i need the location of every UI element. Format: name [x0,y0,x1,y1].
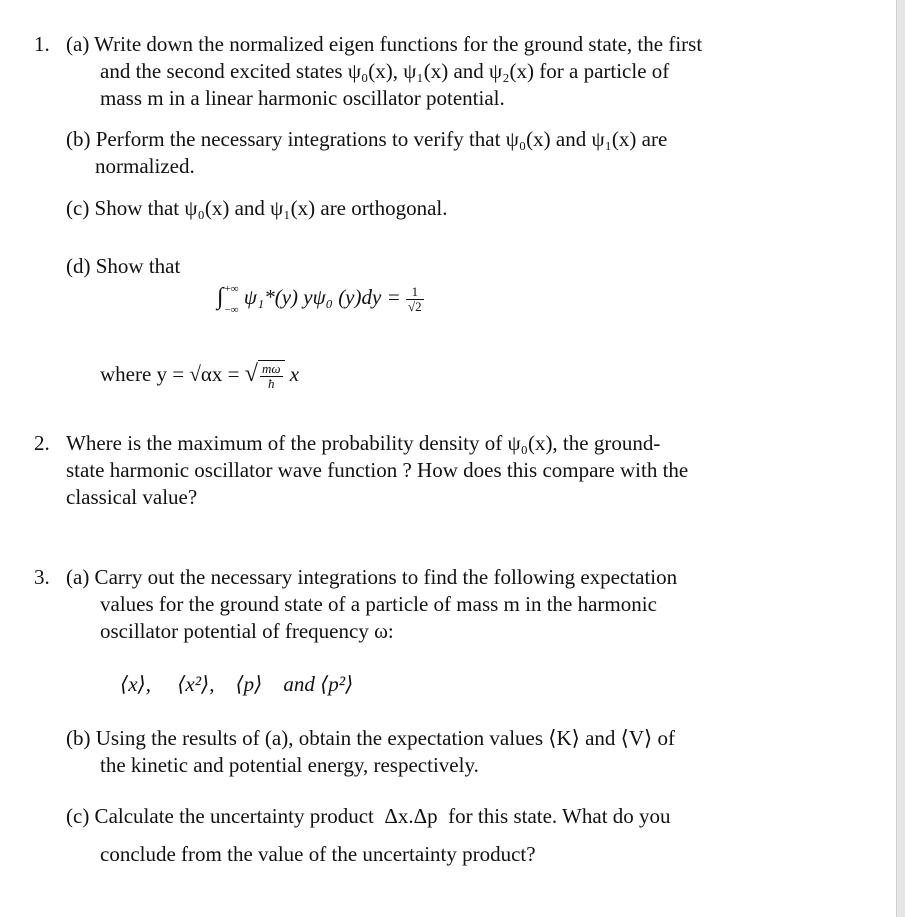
q2-line-2: state harmonic oscillator wave function ? How does this compare with the [66,458,689,482]
integrand: ψ₁*(y) yψ₀ (y)dy = [243,285,401,309]
q3-expectations: ⟨x⟩, ⟨x²⟩, ⟨p⟩ and ⟨p²⟩ [120,672,354,696]
q3-c-line-2: conclude from the value of the uncertainty product? [100,842,536,866]
where-prefix: where y = √αx = [100,362,240,386]
q3-b-line-2: the kinetic and potential energy, respectively. [100,753,479,777]
q1-d-line: (d) Show that [66,254,181,278]
q1-a-line-2: and the second excited states ψ₀(x), ψ₁(x) and ψ₂(x) for a particle of [100,59,670,83]
page-edge-scrollbar [896,0,905,917]
where-suffix: x [289,362,300,386]
q1-d-formula [217,284,424,316]
q1-b-line-2: normalized. [95,154,195,178]
q3-c-line-1: (c) Calculate the uncertainty product Δx.Δp for this state. What do you [66,804,671,828]
q1-where-line [100,360,299,391]
integral-lower-limit: −∞ [224,304,239,316]
integral-sign: ∫ [217,284,224,310]
q1-b-line-1: (b) Perform the necessary integrations to verify that ψ₀(x) and ψ₁(x) are [66,127,668,151]
q3-number: 3. [34,565,50,589]
q3-a-line-2: values for the ground state of a particle of mass m in the harmonic [100,592,657,616]
q3-a-line-3: oscillator potential of frequency ω: [100,619,394,643]
sqrt-expression: √ $\frac{m\omega}{ħ}$ [245,362,285,386]
q3-b-line-1: (b) Using the results of (a), obtain the expectation values ⟨K⟩ and ⟨V⟩ of [66,726,675,750]
q1-a-line-1: (a) Write down the normalized eigen functions for the ground state, the first [66,32,703,56]
q2-line-3: classical value? [66,485,198,509]
q2-number: 2. [34,431,50,455]
mw-over-hbar: $\frac{m\omega}{ħ}$ [261,360,281,391]
q1-number: 1. [34,32,50,56]
q1-a-line-3: mass m in a linear harmonic oscillator potential. [100,86,505,110]
result-fraction: $\frac{1}{√2}$ [408,283,422,314]
q2-line-1: Where is the maximum of the probability density of ψ₀(x), the ground- [66,431,661,455]
q3-a-line-1: (a) Carry out the necessary integrations to find the following expectation [66,565,678,589]
integral-upper-limit: +∞ [224,283,239,295]
q1-c-line: (c) Show that ψ₀(x) and ψ₁(x) are orthogonal. [66,196,448,220]
